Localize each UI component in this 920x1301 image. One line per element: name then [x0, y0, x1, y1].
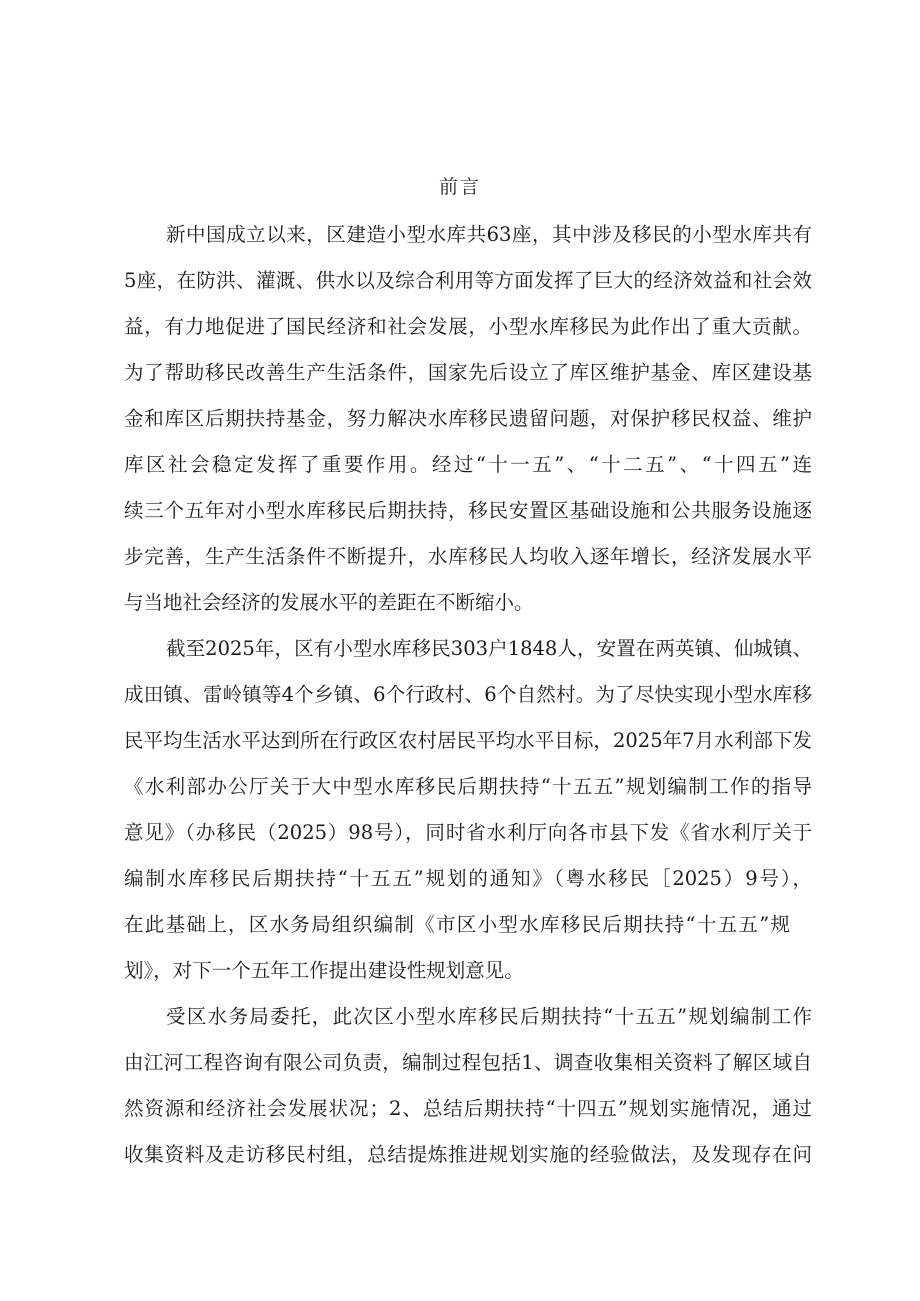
text-line: 民平均生活水平达到所在行政区农村居民平均水平目标，2025年7月水利部下发: [124, 729, 812, 752]
text-line: 金和库区后期扶持基金，努力解决水库移民遗留问题，对保护移民权益、维护: [124, 407, 812, 430]
page-title: 前言: [438, 176, 481, 198]
text-line: 收集资料及走访移民村组，总结提炼推进规划实施的经验做法，及发现存在问: [124, 1143, 812, 1166]
text-line: 与当地社会经济的发展水平的差距在不断缩小。: [124, 591, 534, 614]
text-line: 意见》（办移民（2025）98号），同时省水利厅向各市县下发《省水利厅关于: [124, 821, 812, 844]
text-line: 5座，在防洪、灌溉、供水以及综合利用等方面发挥了巨大的经济效益和社会效: [124, 269, 812, 292]
text-line: 库区社会稳定发挥了重要作用。经过“十一五”、“十二五”、“十四五”连: [124, 453, 812, 476]
text-line: 编制水库移民后期扶持“十五五”规划的通知》（粤水移民［2025）9号），: [124, 867, 812, 890]
text-line: 步完善，生产生活条件不断提升，水库移民人均收入逐年增长，经济发展水平: [124, 545, 812, 568]
text-line: 在此基础上，区水务局组织编制《市区小型水库移民后期扶持“十五五”规: [124, 913, 790, 936]
text-line: 《水利部办公厅关于大中型水库移民后期扶持“十五五”规划编制工作的指导: [124, 775, 812, 798]
text-line: 受区水务局委托，此次区小型水库移民后期扶持“十五五”规划编制工作: [166, 1005, 812, 1028]
text-line: 然资源和经济社会发展状况；2、总结后期扶持“十四五”规划实施情况，通过: [124, 1097, 812, 1120]
text-line: 截至2025年，区有小型水库移民303户1848人，安置在两英镇、仙城镇、: [166, 637, 812, 660]
text-line: 划》，对下一个五年工作提出建设性规划意见。: [124, 959, 524, 982]
text-line: 为了帮助移民改善生产生活条件，国家先后设立了库区维护基金、库区建设基: [124, 361, 812, 384]
text-line: 益，有力地促进了国民经济和社会发展，小型水库移民为此作出了重大贡献。: [124, 315, 812, 338]
text-line: 成田镇、雷岭镇等4个乡镇、6个行政村、6个自然村。为了尽快实现小型水库移: [124, 683, 812, 706]
text-line: 续三个五年对小型水库移民后期扶持，移民安置区基础设施和公共服务设施逐: [124, 499, 812, 522]
text-line: 新中国成立以来，区建造小型水库共63座，其中涉及移民的小型水库共有: [166, 223, 812, 246]
text-line: 由江河工程咨询有限公司负责，编制过程包括1、调查收集相关资料了解区域自: [124, 1051, 812, 1074]
